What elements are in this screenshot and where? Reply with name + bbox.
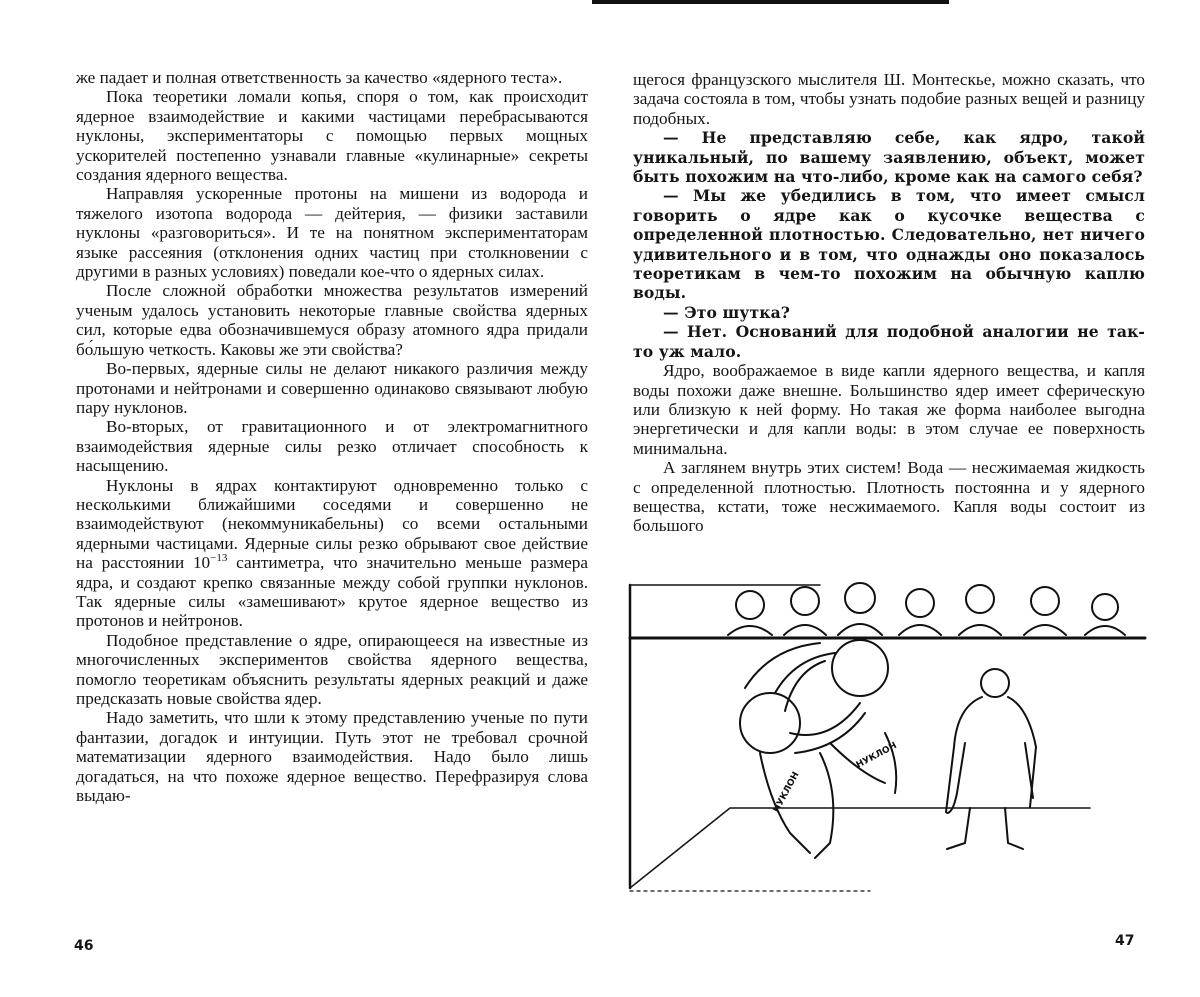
paragraph: — Мы же убедились в том, что имеет смысл говорить о ядре как о кусочке вещества с определенной плотностью. Следовательно, нет ничего удивительного и в том, что однажды оно показалось теоретикам в чем-то похожим на обычную каплю воды. (633, 186, 1145, 303)
paragraph: щегося французского мыслителя Ш. Монтескье, можно сказать, что задача состояла в том, чтобы узнать подобие разных вещей и разницу подобных. (633, 70, 1145, 128)
paragraph: — Не представляю себе, как ядро, такой уникальный, по вашему заявлению, объект, может быть похожим на что-либо, кроме как на самого себя? (633, 128, 1145, 187)
cartoon-label-nucleon-2: НУКЛОН (771, 770, 802, 815)
paragraph: После сложной обработки множества результатов измерений ученым удалось установить некоторые главные свойства ядерных сил, которые едва обозначившемуся образу атомного ядра придали бо́льшую четкость. Каковы же эти свойства? (76, 281, 588, 359)
exponent: −13 (210, 552, 228, 565)
paragraph: — Нет. Оснований для подобной аналогии не так-то уж мало. (633, 322, 1145, 361)
paragraph: Направляя ускоренные протоны на мишени из водорода и тяжелого изотопа водорода — дейтерия, — физики заставили нуклоны «разговориться». И те на понятном экспериментаторам языке рассеяния (отклонения одних частиц при столкновении с другими в разных условиях) поведали кое-что о ядерных силах. (76, 184, 588, 282)
right-page-text (633, 70, 1145, 536)
audience-group (728, 583, 1125, 635)
paragraph: Подобное представление о ядре, опирающееся на известные из многочисленных экспериментов свойства ядерного вещества, помогло теоретикам объяснить результаты ядерных реакций и даже предсказать новые свойства ядер. (76, 630, 588, 708)
paragraph: Пока теоретики ломали копья, споря о том, как происходит ядерное взаимодействие и какими частицами перебрасываются нуклоны, экспериментаторы с помощью первых мощных ускорителей постепенно узнавали главные «кулинарные» секреты создания ядерного вещества. (76, 87, 588, 185)
paragraph: — Это шутка? (663, 302, 791, 322)
page-number-left: 46 (74, 938, 94, 954)
paragraph: Во-первых, ядерные силы не делают никакого различия между протонами и нейтронами и совершенно одинаково связывают любую пару нуклонов. (76, 359, 588, 417)
paragraph: же падает и полная ответственность за качество «ядерного теста». (76, 68, 563, 87)
paragraph: Нуклоны в ядрах контактируют одновременно только с несколькими ближайшими соседями и совершенно не взаимодействуют (некоммуникабельны) со всеми остальными ядерными частицами. Ядерные силы резко обрывают свое действие на расстоянии $10^{-13}$ сантиметра, что значительно меньше размера ядра, и создают крепко связанные между собой группки нуклонов. Так ядерные силы «замешивают» крутое ядерное вещество из протонов и нейтронов. (76, 475, 588, 631)
paragraph: А заглянем внутрь этих систем! Вода — несжимаемая жидкость с определенной плотностью. Плотность постоянна и у ядерного вещества, кстати, тоже несжимаемого. Капля воды состоит из большого (633, 458, 1145, 536)
standing-figure (946, 669, 1036, 849)
wrestling-nucleons (740, 640, 896, 858)
paragraph: Ядро, воображаемое в виде капли ядерного вещества, и капля воды похожи даже внешне. Большинство ядер имеет сферическую или близкую к ней форму. Но такая же форма наиболее выгодна энергетически и для капли воды: в этом случае ее поверхность минимальна. (633, 361, 1145, 458)
paragraph: Во-вторых, от гравитационного и от электромагнитного взаимодействия ядерные силы резко отличает способность к насыщению. (76, 417, 588, 476)
page-number-right: 47 (1115, 933, 1135, 949)
paragraph: Надо заметить, что шли к этому представлению ученые по пути фантазии, догадок и интуиции. Путь этот не требовал срочной математизации ядерного взаимодействия. Надо было лишь догадаться, на что похоже ядерное вещество. Перефразируя слова выдаю- (76, 708, 588, 806)
nucleon-cartoon-illustration (620, 573, 1150, 903)
left-page-text (76, 68, 588, 805)
cartoon-label-nucleon-1: НУКЛОН (854, 740, 899, 771)
top-edge-bar (592, 0, 949, 4)
